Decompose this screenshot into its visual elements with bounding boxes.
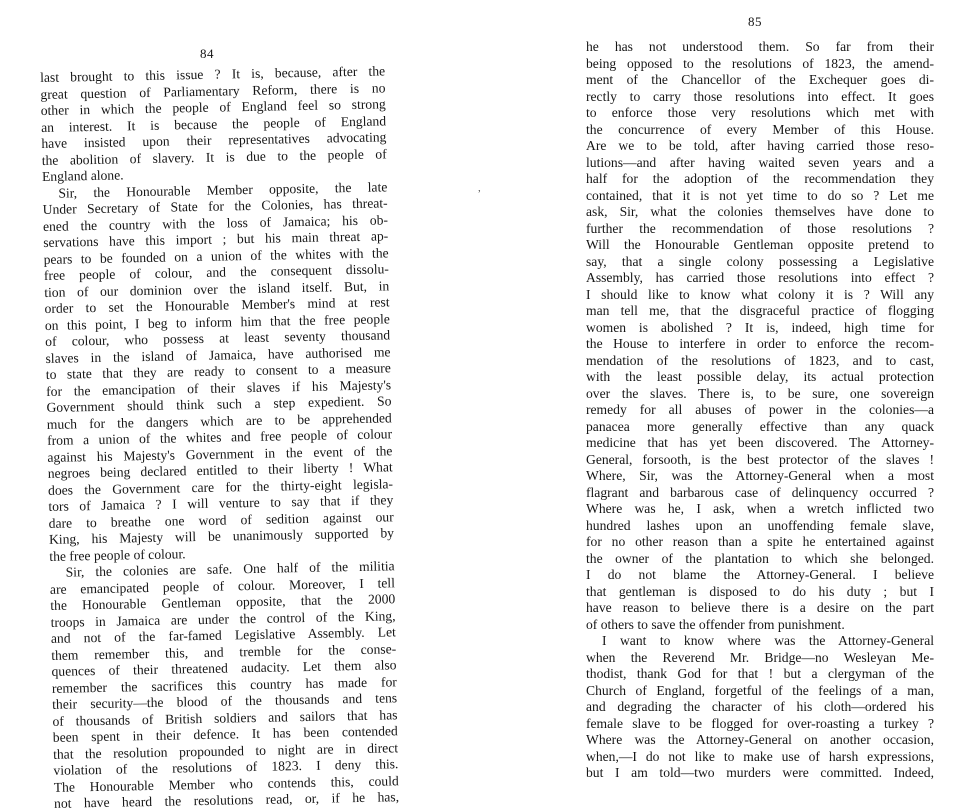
text-line: I do not blame the Attorney-General. I believe xyxy=(586,567,934,582)
text-line: to state that they are ready to consent to a measure xyxy=(45,360,391,382)
text-line: Where was the Attorney-General on another occasion, xyxy=(586,732,934,747)
text-line: when,—I do not like to make use of harsh expressions, xyxy=(586,748,934,764)
text-line: I should like to know what colony it is ? Will any xyxy=(586,286,934,302)
text-line: Sir, the Honourable Member opposite, the late xyxy=(58,178,388,201)
text-line: other in which the people of England feel so strong xyxy=(40,96,386,118)
text-line: hundred lashes upon an unoffending female slave, xyxy=(586,517,934,533)
text-line: the Honourable Gentleman opposite, that the 2000 xyxy=(50,591,396,613)
text-line: that gentleman is disposed to do his duty ; but I xyxy=(586,583,934,599)
text-line: the House to interfere in order to enforce the recom- xyxy=(586,336,934,351)
text-line: the free people of colour. xyxy=(49,545,186,564)
text-line: free people of colour, and the consequent dissolu- xyxy=(43,261,390,283)
text-line: of thousands of British soldiers and sailors that has xyxy=(52,706,398,729)
text-line: last brought to this issue ? It is, because, after the xyxy=(40,63,386,85)
page-number-right: 85 xyxy=(748,14,762,29)
text-line: on this point, I beg to inform him that the free people xyxy=(44,310,390,333)
text-line: tors of Jamaica ? I will venture to say that if they xyxy=(48,492,394,514)
stray-ink-mark: , xyxy=(478,182,481,194)
text-line: of others to save the offender from punishment. xyxy=(586,616,845,632)
text-line: mendation of the resolutions of 1823, and to cast, xyxy=(586,352,934,368)
text-line: lutions—and after having waited seven years and a xyxy=(586,154,934,170)
text-line: them remember this, and tremble for the conse- xyxy=(51,640,397,663)
text-line: an interest. It is because the people of England xyxy=(40,112,387,135)
text-line: contained, that it is not yet time to do so ? Let me xyxy=(586,187,934,203)
text-line: the concurrence of every Member of this House. xyxy=(586,121,934,137)
text-line: tion of our dominion over the island itself. But, in xyxy=(44,277,390,300)
text-line: quences of their threatened audacity. Let them also xyxy=(51,657,397,679)
left-page xyxy=(0,0,490,811)
text-line: Will the Honourable Gentleman opposite pretend to xyxy=(586,237,934,252)
text-line: King, his Majesty will be unanimously supported by xyxy=(48,525,395,547)
text-line: order to set the Honourable Member's mind at rest xyxy=(44,294,390,316)
text-line: England alone. xyxy=(41,167,124,184)
text-line: man tell me, that the disgraceful practice of flogging xyxy=(586,303,934,318)
text-line: for the emancipation of their slaves if his Majesty's xyxy=(46,376,392,399)
text-line: troops in Jamaica are under the control of the King, xyxy=(50,607,396,630)
text-line: but I am told—two murders were committed. Indeed, xyxy=(586,765,934,780)
text-line: ment of the Chancellor of the Exchequer goes di- xyxy=(586,72,934,87)
text-line: their security—the blood of the thousands and tens xyxy=(52,690,398,712)
text-line: great question of Parliamentary Reform, there is no xyxy=(40,79,386,102)
text-line: to enforce those very resolutions which met with xyxy=(586,105,934,120)
text-line: are emancipated people of colour. Moreover, I tell xyxy=(49,574,396,597)
text-line: Sir, the colonies are safe. One half of the militia xyxy=(65,558,395,580)
text-line: dare to breathe one word of sedition against our xyxy=(48,508,394,531)
text-line: that the resolution propounded to night are in direct xyxy=(52,739,399,762)
text-line: when the Reverend Mr. Bridge—no Wesleyan Me- xyxy=(586,649,934,665)
text-line: the abolition of slavery. It is due to the people of xyxy=(41,145,387,168)
text-line: I want to know where was the Attorney-General xyxy=(602,633,934,648)
text-line: Where, Sir, was the Attorney-General when a most xyxy=(586,468,934,483)
text-line: Under Secretary of State for the Colonies, has threat- xyxy=(42,195,388,217)
text-line: say, that a single colony possessing a Legislative xyxy=(586,253,934,269)
text-line: slaves in the island of Jamaica, have authorised me xyxy=(45,343,391,366)
text-line: been spent in their defence. It has been contended xyxy=(52,723,398,745)
text-line: much for the dangers which are to be apprehended xyxy=(46,409,392,432)
text-line: medicine that has yet been discovered. The Attorney- xyxy=(586,435,934,450)
text-line: remember the sacrifices this country has made for xyxy=(51,673,397,696)
text-line: and not of the far-famed Legislative Assembly. Let xyxy=(50,624,396,646)
text-line: over the slaves. There is, to be sure, one sovereign xyxy=(586,385,934,401)
right-page xyxy=(490,0,980,780)
text-line: with the least possible delay, its actual protection xyxy=(586,369,934,384)
text-line: panacea more generally effective than any quack xyxy=(586,418,934,434)
text-line: Assembly, has carried those resolutions into effect ? xyxy=(586,270,934,285)
text-line: against his Majesty's Government in the event of the xyxy=(47,442,393,465)
text-line: of colour, who possess at least seventy thousand xyxy=(45,327,391,349)
text-line: being opposed to the resolutions of 1823, the amend- xyxy=(586,55,934,71)
text-line: half for the adoption of the recommendation they xyxy=(586,171,934,186)
text-line: he has not understood them. So far from their xyxy=(586,39,934,54)
text-line: have insisted upon their representatives advocating xyxy=(41,129,387,151)
text-line: and degrading the character of his cloth—ordered his xyxy=(586,699,934,714)
right-page-text xyxy=(586,39,934,782)
text-line: have reason to believe there is a desire on the part xyxy=(586,600,934,615)
text-line: for no other reason than a spite he entertained against xyxy=(586,534,934,549)
text-line: thodist, thank God for that ! but a clergyman of the xyxy=(586,666,934,681)
text-line: further the recommendation of those resolutions ? xyxy=(586,220,934,236)
page-number-left: 84 xyxy=(200,46,214,61)
text-line: women is abolished ? It is, indeed, high time for xyxy=(586,319,934,335)
text-line: Church of England, forgetful of the feelings of a man, xyxy=(586,682,934,698)
text-line: Are we to be told, after having carried those reso- xyxy=(586,138,934,153)
text-line: not have heard the resolutions read, or, if he has, xyxy=(53,789,400,811)
text-line: flagrant and barbarous case of delinquency occurred ? xyxy=(586,484,934,500)
text-line: Where was he, I ask, when a wretch inflicted two xyxy=(586,501,934,516)
text-line: remedy for all abuses of power in the colonies—a xyxy=(586,402,934,417)
text-line: servations have this import ; but his main threat ap- xyxy=(43,228,389,250)
text-line: General, forsooth, is the best protector of the slaves ! xyxy=(586,451,934,467)
text-line: rectly to carry those resolutions into effect. It goes xyxy=(586,88,934,104)
text-line: the owner of the plantation to which she belonged. xyxy=(586,550,934,566)
text-line: does the Government care for the thirty-eight legisla- xyxy=(47,475,394,498)
text-line: from a union of the whites and free people of colour xyxy=(46,426,393,448)
text-line: ask, Sir, what the colonies themselves have done to xyxy=(586,204,934,219)
text-line: ened the country with the loss of Jamaica; his ob- xyxy=(42,211,389,234)
text-line: negroes being declared entitled to their liberty ! What xyxy=(47,459,393,481)
text-line: The Honourable Member who contends this, could xyxy=(53,772,399,795)
text-line: pears to be founded on a union of the whites with the xyxy=(43,244,389,267)
text-line: Government should think such a step expedient. So xyxy=(46,393,392,415)
text-line: violation of the resolutions of 1823. I deny this. xyxy=(53,756,399,778)
text-line: female slave to be flogged for over-roasting a turkey ? xyxy=(586,715,934,731)
left-page-text xyxy=(40,63,399,812)
